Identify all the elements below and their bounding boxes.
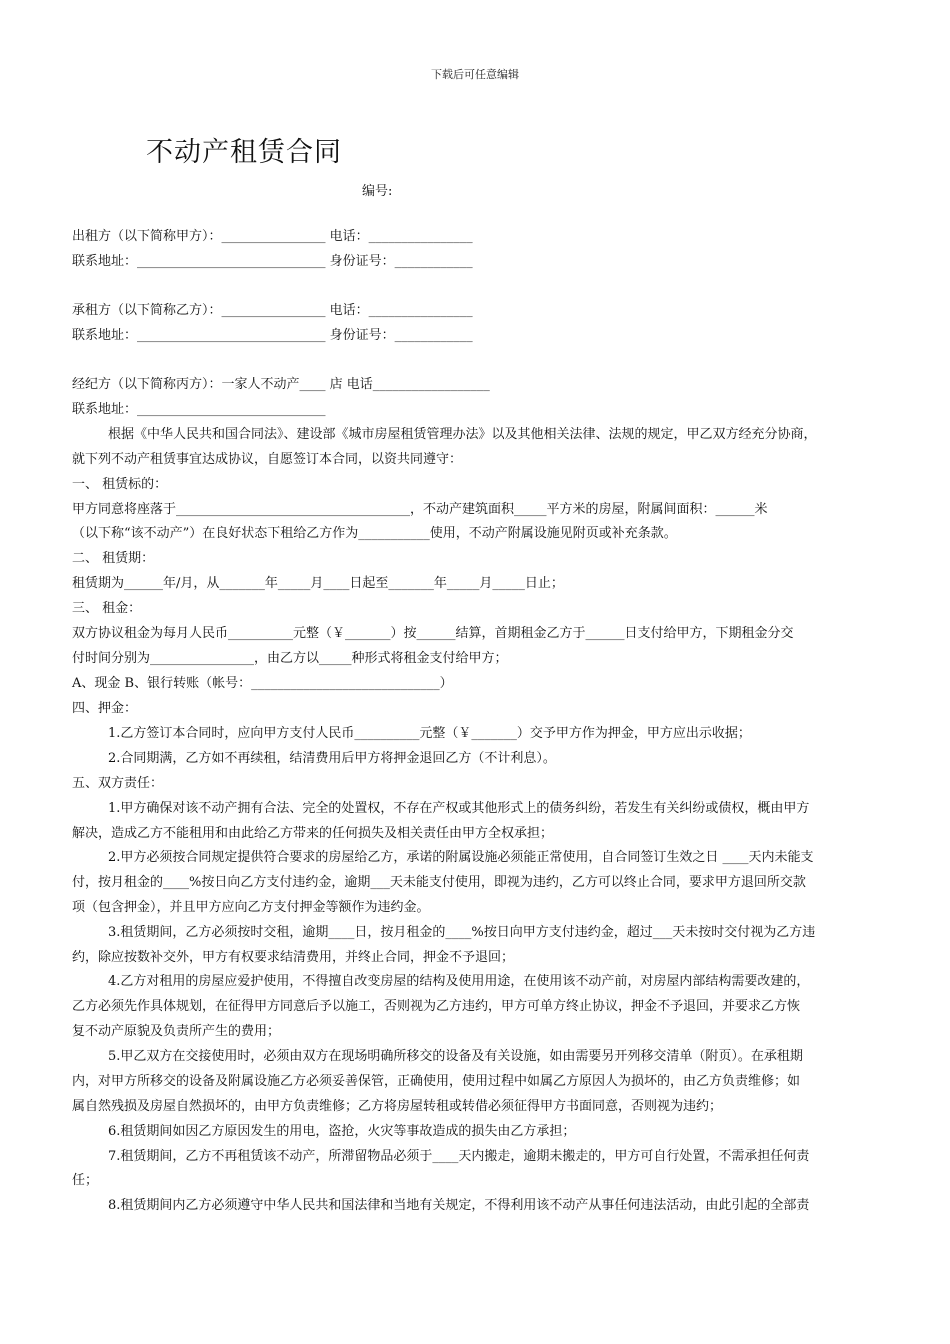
section-4-item-1: 1.乙方签订本合同时，应向甲方支付人民币__________元整（￥_______）交予甲方作为押金，甲方应出示收据； — [108, 726, 751, 741]
section-3-line-2: 付时间分别为________________，由乙方以_____种形式将租金支付给甲方； — [72, 651, 508, 666]
agent-address-line: 联系地址：_____________________________ — [72, 402, 326, 417]
section-5-item-4-line-1: 4.乙方对租用的房屋应爱护使用，不得擅自改变房屋的结构及使用用途，在使用该不动产前，对房屋内部结构需要改建的， — [108, 974, 810, 989]
page-title: 不动产租赁合同 — [146, 137, 342, 168]
section-1-line-1: 甲方同意将座落于____________________________________，不动产建筑面积_____平方米的房屋，附属间面积：______米 — [72, 502, 768, 517]
section-5-item-7-line-2: 任； — [72, 1173, 99, 1188]
header-note: 下载后可任意编辑 — [431, 68, 519, 81]
preamble-line-1: 根据《中华人民共和国合同法》、建设部《城市房屋租赁管理办法》以及其他相关法律、法规的规定，甲乙双方经充分协商， — [108, 427, 817, 442]
lessor-line: 出租方（以下简称甲方）：________________ 电话：________________ — [72, 229, 473, 244]
section-2-heading: 二、 租赁期： — [72, 551, 155, 566]
section-3-line-3: A、现金 B、银行转账（帐号：_____________________________） — [72, 676, 453, 691]
section-5-item-1-line-2: 解决，造成乙方不能租用和由此给乙方带来的任何损失及相关责任由甲方全权承担； — [72, 826, 554, 841]
section-1-heading: 一、 租赁标的： — [72, 477, 168, 492]
lessee-line: 承租方（以下简称乙方）：________________ 电话：________________ — [72, 303, 473, 318]
section-5-item-6: 6.租赁期间如因乙方原因发生的用电，盗抢，火灾等事故造成的损失由乙方承担； — [108, 1124, 576, 1139]
section-4-item-2: 2.合同期满，乙方如不再续租，结清费用后甲方将押金退回乙方（不计利息）。 — [108, 751, 556, 766]
agent-line: 经纪方（以下简称丙方）：一家人不动产____ 店 电话__________________ — [72, 377, 490, 392]
contract-number-label: 编号: — [362, 184, 393, 199]
section-5-item-4-line-3: 复不动产原貌及负责所产生的费用； — [72, 1024, 281, 1039]
preamble-line-2: 就下列不动产租赁事宜达成协议，自愿签订本合同，以资共同遵守： — [72, 452, 463, 467]
section-5-item-5-line-3: 属自然残损及房屋自然损坏的，由甲方负责维修；乙方将房屋转租或转借必须征得甲方书面同意，否则视为违约； — [72, 1099, 723, 1114]
lessor-address-line: 联系地址：_____________________________ 身份证号：____________ — [72, 254, 473, 269]
section-5-item-3-line-1: 3.租赁期间，乙方必须按时交租，逾期____日，按月租金的____%按日向甲方支付违约金，超过___天未按时交付视为乙方违 — [108, 925, 816, 940]
section-4-heading: 四、押金： — [72, 701, 138, 716]
section-5-item-1-line-1: 1.甲方确保对该不动产拥有合法、完全的处置权，不存在产权或其他形式上的债务纠纷，若发生有关纠纷或债权，概由甲方 — [108, 801, 810, 816]
section-1-line-2: （以下称“该不动产”）在良好状态下租给乙方作为___________使用，不动产附属设施见附页或补充条款。 — [72, 526, 677, 541]
section-5-item-2-line-2: 付，按月租金的____%按日向乙方支付违约金，逾期___天未能支付使用，即视为违约，乙方可以终止合同，要求甲方退回所交款 — [72, 875, 806, 890]
section-5-item-2-line-1: 2.甲方必须按合同规定提供符合要求的房屋给乙方，承诺的附属设施必须能正常使用，自合同签订生效之日 ____天内未能支 — [108, 850, 814, 865]
section-5-item-2-line-3: 项（包含押金），并且甲方应向乙方支付押金等额作为违约金。 — [72, 900, 430, 915]
section-5-heading: 五、双方责任： — [72, 776, 164, 791]
section-5-item-5-line-2: 内，对甲方所移交的设备及附属设施乙方必须妥善保管，正确使用，使用过程中如属乙方原因人为损坏的，由乙方负责维修；如 — [72, 1074, 801, 1089]
section-3-heading: 三、 租金： — [72, 601, 142, 616]
section-5-item-4-line-2: 乙方必须先作具体规划，在征得甲方同意后予以施工，否则视为乙方违约，甲方可单方终止协议，押金不予退回，并要求乙方恢 — [72, 999, 801, 1014]
section-5-item-8-line-1: 8.租赁期间内乙方必须遵守中华人民共和国法律和当地有关规定，不得利用该不动产从事任何违法活动，由此引起的全部责 — [108, 1198, 810, 1213]
section-5-item-7-line-1: 7.租赁期间，乙方不再租赁该不动产，所滞留物品必须于____天内搬走，逾期未搬走的，甲方可自行处置，不需承担任何责 — [108, 1149, 810, 1164]
section-3-line-1: 双方协议租金为每月人民币__________元整（￥_______）按______结算，首期租金乙方于______日支付给甲方，下期租金分交 — [72, 626, 794, 641]
lessee-address-line: 联系地址：_____________________________ 身份证号：____________ — [72, 328, 473, 343]
section-2-line-1: 租赁期为______年/月，从_______年_____月____日起至_______年_____月_____日止； — [72, 576, 564, 591]
section-5-item-5-line-1: 5.甲乙双方在交接使用时，必须由双方在现场明确所移交的设备及有关设施，如由需要另开列移交清单（附页）。在承租期 — [108, 1049, 803, 1064]
section-5-item-3-line-2: 约，除应按数补交外，甲方有权要求结清费用，并终止合同，押金不予退回； — [72, 950, 515, 965]
